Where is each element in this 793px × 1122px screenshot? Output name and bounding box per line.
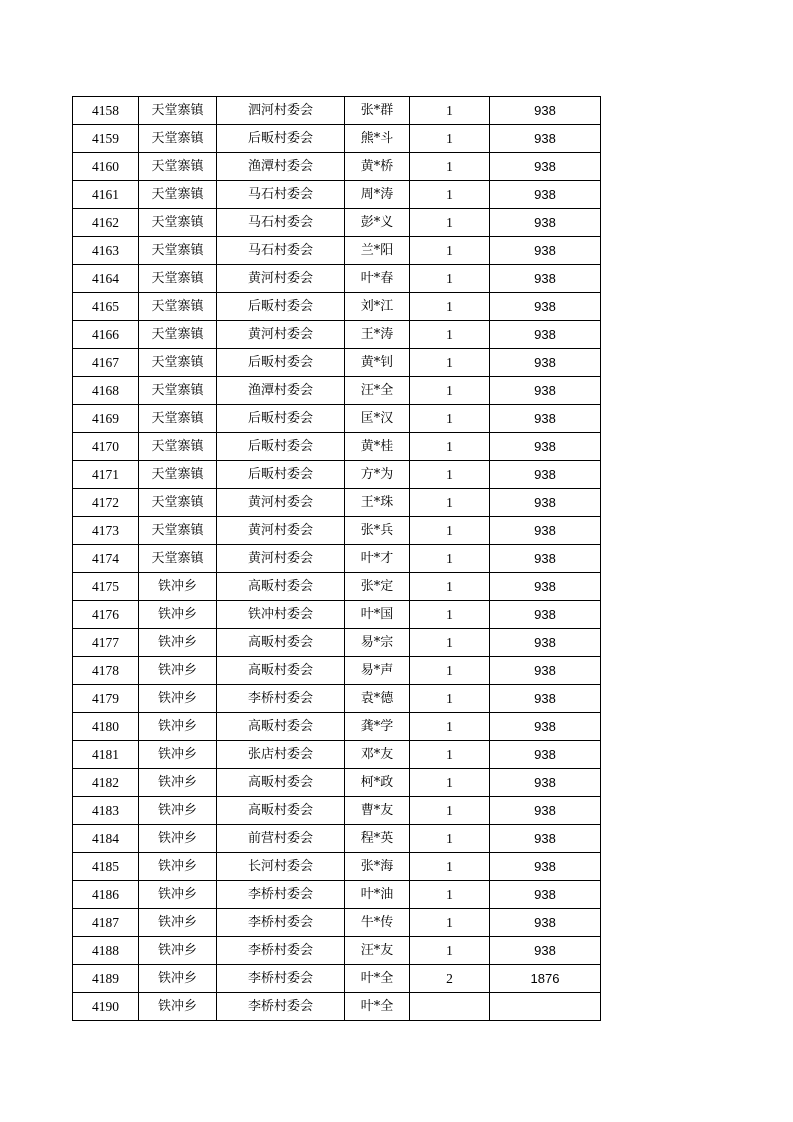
amount-cell: 938 [490, 461, 601, 489]
name-cell: 汪*全 [345, 377, 410, 405]
count-cell: 1 [410, 769, 490, 797]
row-index-cell: 4190 [73, 993, 139, 1021]
name-cell: 周*涛 [345, 181, 410, 209]
village-committee-cell: 渔潭村委会 [217, 153, 345, 181]
township-cell: 铁冲乡 [139, 825, 217, 853]
row-index-cell: 4166 [73, 321, 139, 349]
amount-cell: 938 [490, 937, 601, 965]
amount-cell: 938 [490, 209, 601, 237]
table-row [73, 321, 601, 349]
amount-cell: 938 [490, 349, 601, 377]
row-index-cell: 4186 [73, 881, 139, 909]
township-cell: 天堂寨镇 [139, 349, 217, 377]
name-cell: 王*涛 [345, 321, 410, 349]
row-index-cell: 4182 [73, 769, 139, 797]
table-row [73, 993, 601, 1021]
name-cell: 汪*友 [345, 937, 410, 965]
count-cell: 1 [410, 349, 490, 377]
amount-cell: 938 [490, 321, 601, 349]
name-cell: 王*珠 [345, 489, 410, 517]
count-cell: 1 [410, 517, 490, 545]
count-cell: 1 [410, 237, 490, 265]
township-cell: 天堂寨镇 [139, 545, 217, 573]
village-committee-cell: 黄河村委会 [217, 489, 345, 517]
amount-cell: 938 [490, 181, 601, 209]
amount-cell: 938 [490, 265, 601, 293]
table-row [73, 209, 601, 237]
township-cell: 铁冲乡 [139, 881, 217, 909]
table-row [73, 601, 601, 629]
village-committee-cell: 铁冲村委会 [217, 601, 345, 629]
name-cell: 方*为 [345, 461, 410, 489]
name-cell: 张*兵 [345, 517, 410, 545]
table-body [73, 97, 601, 1021]
village-committee-cell: 李桥村委会 [217, 937, 345, 965]
amount-cell: 938 [490, 685, 601, 713]
count-cell: 1 [410, 125, 490, 153]
count-cell: 1 [410, 461, 490, 489]
name-cell: 匡*汉 [345, 405, 410, 433]
amount-cell: 938 [490, 377, 601, 405]
amount-cell: 938 [490, 853, 601, 881]
table-row [73, 125, 601, 153]
count-cell: 1 [410, 489, 490, 517]
table-row [73, 881, 601, 909]
name-cell: 叶*全 [345, 965, 410, 993]
village-committee-cell: 后畈村委会 [217, 405, 345, 433]
count-cell: 1 [410, 209, 490, 237]
name-cell: 曹*友 [345, 797, 410, 825]
amount-cell: 938 [490, 545, 601, 573]
village-committee-cell: 黄河村委会 [217, 265, 345, 293]
village-committee-cell: 高畈村委会 [217, 629, 345, 657]
township-cell: 铁冲乡 [139, 993, 217, 1021]
township-cell: 天堂寨镇 [139, 321, 217, 349]
township-cell: 铁冲乡 [139, 573, 217, 601]
village-committee-cell: 黄河村委会 [217, 545, 345, 573]
table-row [73, 489, 601, 517]
table-row [73, 545, 601, 573]
village-committee-cell: 黄河村委会 [217, 321, 345, 349]
name-cell: 张*海 [345, 853, 410, 881]
township-cell: 天堂寨镇 [139, 377, 217, 405]
name-cell: 彭*义 [345, 209, 410, 237]
name-cell: 叶*才 [345, 545, 410, 573]
name-cell: 黄*钊 [345, 349, 410, 377]
row-index-cell: 4165 [73, 293, 139, 321]
township-cell: 天堂寨镇 [139, 237, 217, 265]
table-row [73, 153, 601, 181]
count-cell: 1 [410, 573, 490, 601]
name-cell: 黄*桥 [345, 153, 410, 181]
row-index-cell: 4163 [73, 237, 139, 265]
township-cell: 铁冲乡 [139, 741, 217, 769]
township-cell: 天堂寨镇 [139, 433, 217, 461]
row-index-cell: 4160 [73, 153, 139, 181]
name-cell: 兰*阳 [345, 237, 410, 265]
name-cell: 袁*德 [345, 685, 410, 713]
row-index-cell: 4167 [73, 349, 139, 377]
row-index-cell: 4164 [73, 265, 139, 293]
count-cell [410, 993, 490, 1021]
amount-cell: 938 [490, 825, 601, 853]
row-index-cell: 4173 [73, 517, 139, 545]
name-cell: 刘*江 [345, 293, 410, 321]
name-cell: 张*群 [345, 97, 410, 125]
count-cell: 1 [410, 713, 490, 741]
township-cell: 铁冲乡 [139, 769, 217, 797]
count-cell: 1 [410, 657, 490, 685]
count-cell: 1 [410, 797, 490, 825]
township-cell: 天堂寨镇 [139, 293, 217, 321]
count-cell: 1 [410, 629, 490, 657]
count-cell: 1 [410, 293, 490, 321]
village-committee-cell: 李桥村委会 [217, 965, 345, 993]
row-index-cell: 4175 [73, 573, 139, 601]
amount-cell: 938 [490, 125, 601, 153]
count-cell: 1 [410, 405, 490, 433]
name-cell: 熊*斗 [345, 125, 410, 153]
count-cell: 1 [410, 601, 490, 629]
amount-cell: 938 [490, 573, 601, 601]
village-committee-cell: 后畈村委会 [217, 433, 345, 461]
table-row [73, 377, 601, 405]
township-cell: 天堂寨镇 [139, 97, 217, 125]
village-committee-cell: 后畈村委会 [217, 349, 345, 377]
name-cell: 邓*友 [345, 741, 410, 769]
township-cell: 天堂寨镇 [139, 517, 217, 545]
amount-cell: 938 [490, 629, 601, 657]
name-cell: 张*定 [345, 573, 410, 601]
amount-cell: 938 [490, 153, 601, 181]
count-cell: 1 [410, 181, 490, 209]
row-index-cell: 4179 [73, 685, 139, 713]
amount-cell: 938 [490, 909, 601, 937]
count-cell: 1 [410, 265, 490, 293]
village-committee-cell: 马石村委会 [217, 209, 345, 237]
row-index-cell: 4189 [73, 965, 139, 993]
amount-cell: 1876 [490, 965, 601, 993]
township-cell: 铁冲乡 [139, 601, 217, 629]
village-committee-cell: 黄河村委会 [217, 517, 345, 545]
table-row [73, 181, 601, 209]
row-index-cell: 4177 [73, 629, 139, 657]
row-index-cell: 4169 [73, 405, 139, 433]
township-cell: 铁冲乡 [139, 853, 217, 881]
table-row [73, 517, 601, 545]
table-row [73, 825, 601, 853]
village-committee-cell: 后畈村委会 [217, 293, 345, 321]
row-index-cell: 4174 [73, 545, 139, 573]
amount-cell: 938 [490, 881, 601, 909]
row-index-cell: 4178 [73, 657, 139, 685]
row-index-cell: 4170 [73, 433, 139, 461]
name-cell: 叶*国 [345, 601, 410, 629]
table-row [73, 293, 601, 321]
village-committee-cell: 前营村委会 [217, 825, 345, 853]
row-index-cell: 4162 [73, 209, 139, 237]
table-row [73, 461, 601, 489]
table-row [73, 349, 601, 377]
count-cell: 1 [410, 825, 490, 853]
table-row [73, 657, 601, 685]
village-committee-cell: 马石村委会 [217, 237, 345, 265]
amount-cell: 938 [490, 769, 601, 797]
row-index-cell: 4172 [73, 489, 139, 517]
amount-cell: 938 [490, 657, 601, 685]
row-index-cell: 4187 [73, 909, 139, 937]
count-cell: 1 [410, 853, 490, 881]
amount-cell: 938 [490, 489, 601, 517]
table-row [73, 237, 601, 265]
amount-cell [490, 993, 601, 1021]
row-index-cell: 4171 [73, 461, 139, 489]
village-committee-cell: 高畈村委会 [217, 797, 345, 825]
row-index-cell: 4181 [73, 741, 139, 769]
township-cell: 天堂寨镇 [139, 181, 217, 209]
name-cell: 叶*油 [345, 881, 410, 909]
count-cell: 1 [410, 881, 490, 909]
count-cell: 1 [410, 545, 490, 573]
township-cell: 天堂寨镇 [139, 461, 217, 489]
count-cell: 1 [410, 377, 490, 405]
row-index-cell: 4161 [73, 181, 139, 209]
township-cell: 天堂寨镇 [139, 489, 217, 517]
row-index-cell: 4183 [73, 797, 139, 825]
count-cell: 1 [410, 937, 490, 965]
table-row [73, 713, 601, 741]
village-committee-cell: 李桥村委会 [217, 881, 345, 909]
amount-cell: 938 [490, 237, 601, 265]
row-index-cell: 4176 [73, 601, 139, 629]
amount-cell: 938 [490, 293, 601, 321]
village-committee-cell: 渔潭村委会 [217, 377, 345, 405]
name-cell: 易*声 [345, 657, 410, 685]
count-cell: 1 [410, 909, 490, 937]
village-committee-cell: 长河村委会 [217, 853, 345, 881]
count-cell: 2 [410, 965, 490, 993]
village-committee-cell: 李桥村委会 [217, 685, 345, 713]
name-cell: 程*英 [345, 825, 410, 853]
table-row [73, 97, 601, 125]
township-cell: 天堂寨镇 [139, 405, 217, 433]
name-cell: 柯*政 [345, 769, 410, 797]
name-cell: 叶*全 [345, 993, 410, 1021]
township-cell: 铁冲乡 [139, 629, 217, 657]
row-index-cell: 4185 [73, 853, 139, 881]
village-committee-cell: 后畈村委会 [217, 461, 345, 489]
township-cell: 天堂寨镇 [139, 125, 217, 153]
table-row [73, 685, 601, 713]
row-index-cell: 4180 [73, 713, 139, 741]
table-row [73, 741, 601, 769]
amount-cell: 938 [490, 601, 601, 629]
table-row [73, 937, 601, 965]
name-cell: 牛*传 [345, 909, 410, 937]
village-committee-cell: 泗河村委会 [217, 97, 345, 125]
table-row [73, 405, 601, 433]
table-row [73, 265, 601, 293]
village-committee-cell: 后畈村委会 [217, 125, 345, 153]
subsidy-table [72, 96, 601, 1021]
count-cell: 1 [410, 685, 490, 713]
village-committee-cell: 张店村委会 [217, 741, 345, 769]
count-cell: 1 [410, 741, 490, 769]
township-cell: 铁冲乡 [139, 713, 217, 741]
village-committee-cell: 高畈村委会 [217, 657, 345, 685]
count-cell: 1 [410, 97, 490, 125]
township-cell: 铁冲乡 [139, 937, 217, 965]
township-cell: 铁冲乡 [139, 965, 217, 993]
name-cell: 叶*春 [345, 265, 410, 293]
row-index-cell: 4184 [73, 825, 139, 853]
township-cell: 铁冲乡 [139, 657, 217, 685]
village-committee-cell: 高畈村委会 [217, 573, 345, 601]
amount-cell: 938 [490, 713, 601, 741]
village-committee-cell: 马石村委会 [217, 181, 345, 209]
table-row [73, 573, 601, 601]
row-index-cell: 4158 [73, 97, 139, 125]
table-row [73, 797, 601, 825]
township-cell: 天堂寨镇 [139, 153, 217, 181]
count-cell: 1 [410, 433, 490, 461]
row-index-cell: 4168 [73, 377, 139, 405]
table-row [73, 965, 601, 993]
village-committee-cell: 高畈村委会 [217, 713, 345, 741]
amount-cell: 938 [490, 797, 601, 825]
table-row [73, 909, 601, 937]
name-cell: 易*宗 [345, 629, 410, 657]
table-row [73, 433, 601, 461]
township-cell: 铁冲乡 [139, 797, 217, 825]
table-row [73, 853, 601, 881]
table-row [73, 769, 601, 797]
amount-cell: 938 [490, 741, 601, 769]
name-cell: 黄*桂 [345, 433, 410, 461]
township-cell: 天堂寨镇 [139, 209, 217, 237]
village-committee-cell: 李桥村委会 [217, 909, 345, 937]
township-cell: 铁冲乡 [139, 685, 217, 713]
amount-cell: 938 [490, 97, 601, 125]
township-cell: 铁冲乡 [139, 909, 217, 937]
row-index-cell: 4188 [73, 937, 139, 965]
amount-cell: 938 [490, 405, 601, 433]
amount-cell: 938 [490, 517, 601, 545]
name-cell: 龚*学 [345, 713, 410, 741]
count-cell: 1 [410, 153, 490, 181]
amount-cell: 938 [490, 433, 601, 461]
table-row [73, 629, 601, 657]
row-index-cell: 4159 [73, 125, 139, 153]
township-cell: 天堂寨镇 [139, 265, 217, 293]
count-cell: 1 [410, 321, 490, 349]
village-committee-cell: 李桥村委会 [217, 993, 345, 1021]
village-committee-cell: 高畈村委会 [217, 769, 345, 797]
